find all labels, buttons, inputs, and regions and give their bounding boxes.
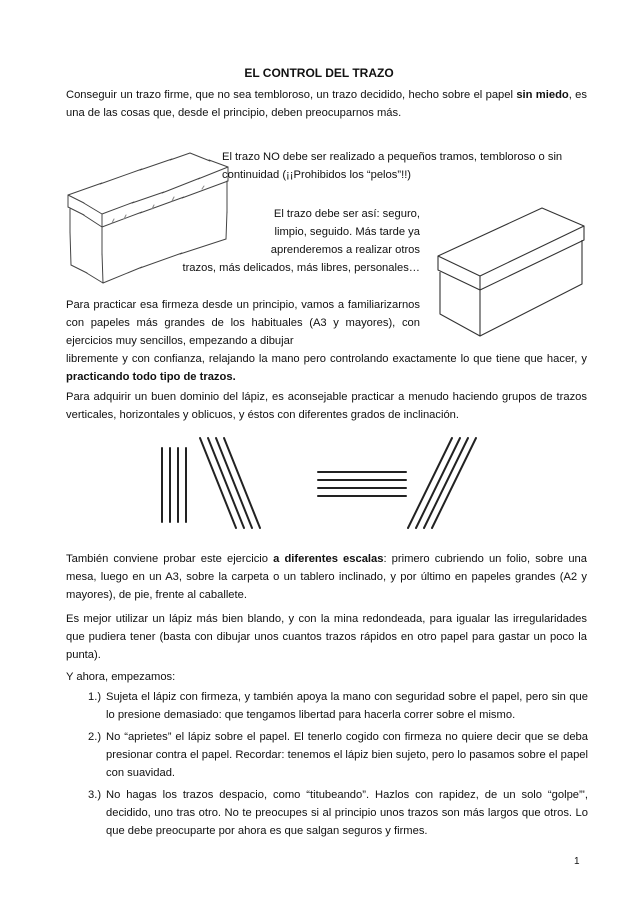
stroke-groups-drawing [140, 436, 520, 532]
note-si-line-4: trazos, más delicados, más libres, personales… [182, 262, 420, 274]
scales-paragraph [66, 550, 587, 604]
steps-list [88, 688, 588, 840]
note-trazo-no: El trazo NO debe ser realizado a pequeños tramos, tembloroso o sin continuidad (¡¡Prohibidos los “pelos”!!) [222, 151, 563, 181]
step-text: Sujeta el lápiz con firmeza, y también apoya la mano con seguridad sobre el papel, pero sin que lo presione demasiado: que tengamos libertad para hacerla correr sobre el mismo. [106, 691, 588, 721]
intro-text-2: , es una de las cosas que, desde el principio, deben preocuparnos más. [66, 89, 587, 119]
step-text: No hagas los trazos despacio, como “titubeando”. Hazlos con rapidez, de un solo “golpe”', decidido, uno tras otro. No te preocupes si al principio unos trazos son más largos que otros. Lo que debe preocuparte por ahora es que salgan seguros y firmes. [106, 789, 588, 837]
page-number: 1 [574, 856, 580, 867]
scales-text-1: También conviene probar este ejercicio [66, 553, 274, 565]
practice-bold: practicando todo tipo de trazos. [66, 371, 236, 383]
start-line: Y ahora, empezamos: [66, 671, 176, 683]
list-item [88, 688, 588, 724]
list-item [88, 728, 588, 782]
note-si-line-1: El trazo debe ser así: seguro, [273, 208, 420, 220]
scales-text-2: : primero cubriendo un folio, sobre una mesa, luego en un A3, sobre la carpeta o un tablero inclinado, y por último en papeles grandes (A2 y mayores), de pie, frente al caballete. [66, 553, 587, 601]
intro-bold: sin miedo [516, 89, 569, 101]
groups-paragraph: Para adquirir un buen dominio del lápiz, es aconsejable practicar a menudo haciendo grupos de trazos verticales, horizontales y oblicuos, y éstos con diferentes grados de inclinación. [66, 391, 587, 421]
step-number: 3.) [88, 789, 102, 801]
clean-box-drawing [432, 192, 590, 342]
list-item [88, 786, 588, 840]
step-number: 1.) [88, 691, 102, 703]
practice-narrow-text: Para practicar esa firmeza desde un principio, vamos a familiarizarnos con papeles más grandes de los habituales (A3 y mayores), con ejercicios muy sencillos, empezando a dibujar [66, 299, 420, 347]
practice-full-text [66, 350, 587, 386]
step-text: No “aprietes” el lápiz sobre el papel. El tenerlo cogido con firmeza no quiere decir que se deba presionar contra el papel. Recordar: tenemos el lápiz bien sujeto, pero lo pasamos sobre el papel con suavidad. [106, 731, 588, 779]
note-si-line-2: limpio, seguido. Más tarde ya [274, 226, 420, 238]
practice-text: libremente y con confianza, relajando la mano pero controlando exactamente lo que tiene que hacer, y [66, 353, 587, 365]
intro-paragraph [66, 86, 587, 122]
step-number: 2.) [88, 731, 102, 743]
note-si-line-3: aprenderemos a realizar otros [270, 244, 420, 256]
intro-text-1: Conseguir un trazo firme, que no sea tembloroso, un trazo decidido, hecho sobre el papel [66, 89, 517, 101]
scales-bold: a diferentes escalas [273, 553, 384, 565]
pencil-paragraph: Es mejor utilizar un lápiz más bien blando, y con la mina redondeada, para igualar las irregularidades que pudiera tener (basta con dibujar unos cuantos trazos rápidos en otro papel para gastar un poco la punta). [66, 613, 587, 661]
page-title: EL CONTROL DEL TRAZO [244, 66, 394, 80]
